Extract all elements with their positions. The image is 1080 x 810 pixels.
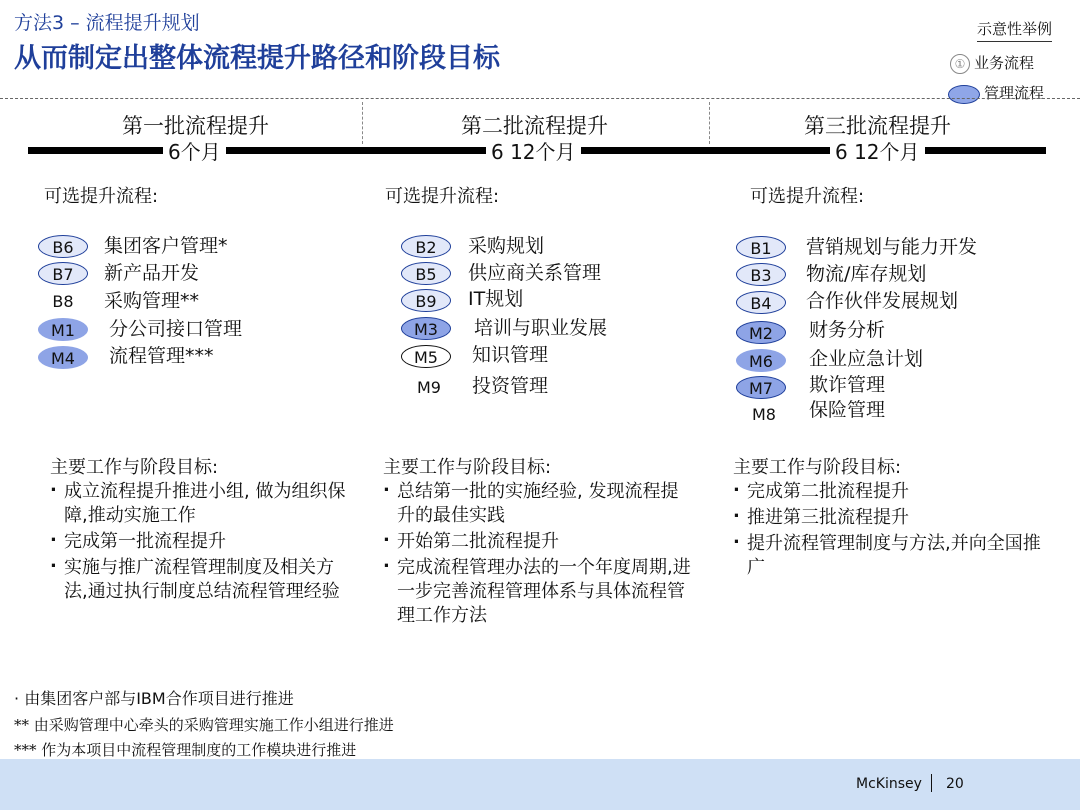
- phase-divider-2: [709, 102, 710, 144]
- legend-business-label: 业务流程: [974, 54, 1035, 72]
- footnote-1: [14, 686, 294, 709]
- phase-3-duration: 6 12个月: [830, 140, 925, 164]
- list-item: . 提升流程管理制度与方法,并向全国推广: [731, 532, 1041, 580]
- legend-management: [948, 82, 1044, 104]
- phase-3-optional-label: 可选提升流程:: [750, 186, 865, 207]
- footer-separator: [931, 774, 932, 792]
- footnote-1-mark: ·: [14, 689, 20, 708]
- footnote-2: ** 由采购管理中心牵头的采购管理实施工作小组进行推进: [14, 716, 394, 734]
- phase-1-duration: 6个月: [163, 140, 226, 164]
- process-badge: M5: [401, 345, 451, 368]
- management-process-icon: [948, 85, 980, 104]
- process-name: 欺诈管理: [809, 374, 886, 396]
- phase-2-work-title: 主要工作与阶段目标:: [383, 457, 552, 478]
- phase-1-title: 第一批流程提升: [122, 114, 269, 138]
- phase-1-work-list: [48, 480, 353, 606]
- phase-2-work-list: [381, 480, 691, 630]
- process-name: 保险管理: [809, 399, 886, 421]
- page-subtitle: 方法3 – 流程提升规划: [14, 12, 200, 34]
- process-badge: B8: [52, 292, 74, 311]
- process-name: 投资管理: [472, 375, 549, 397]
- process-badge: B7: [38, 262, 88, 285]
- process-badge: B1: [736, 236, 786, 259]
- list-item: . 成立流程提升推进小组, 做为组织保障,推动实施工作: [48, 480, 353, 528]
- process-name: 采购规划: [468, 235, 545, 257]
- phase-3-work-list: [731, 480, 1041, 582]
- process-name: 合作伙伴发展规划: [806, 290, 959, 312]
- phase-3-work-title: 主要工作与阶段目标:: [733, 457, 902, 478]
- phase-divider-1: [362, 102, 363, 144]
- header-divider: [0, 98, 1080, 99]
- phase-2-title: 第二批流程提升: [461, 114, 608, 138]
- brand-label: McKinsey: [856, 776, 922, 792]
- process-name: 供应商关系管理: [468, 262, 602, 284]
- process-badge: M1: [38, 318, 88, 341]
- illustrative-label: 示意性举例: [977, 18, 1052, 42]
- phase-1-optional-label: 可选提升流程:: [44, 186, 159, 207]
- process-badge: B5: [401, 262, 451, 285]
- process-badge: M2: [736, 321, 786, 344]
- process-badge: B2: [401, 235, 451, 258]
- phase-2-optional-label: 可选提升流程:: [385, 186, 500, 207]
- process-badge: M3: [401, 317, 451, 340]
- process-name: 新产品开发: [104, 262, 200, 284]
- process-badge: M4: [38, 346, 88, 369]
- process-name: 集团客户管理*: [104, 235, 228, 257]
- process-name: 财务分析: [809, 319, 886, 341]
- phase-3-title: 第三批流程提升: [804, 114, 951, 138]
- list-item: . 完成第二批流程提升: [731, 480, 1041, 504]
- process-badge: B6: [38, 235, 88, 258]
- process-badge: M7: [736, 376, 786, 399]
- phase-2-duration: 6 12个月: [486, 140, 581, 164]
- page-title: 从而制定出整体流程提升路径和阶段目标: [14, 43, 500, 74]
- phase-1-work-title: 主要工作与阶段目标:: [50, 457, 219, 478]
- footnote-3: *** 作为本项目中流程管理制度的工作模块进行推进: [14, 741, 357, 759]
- list-item: . 推进第三批流程提升: [731, 506, 1041, 530]
- list-item: . 完成流程管理办法的一个年度周期,进一步完善流程管理体系与具体流程管理工作方法: [381, 556, 691, 628]
- footnote-1-text: 由集团客户部与IBM合作项目进行推进: [24, 689, 294, 708]
- process-name: 企业应急计划: [809, 348, 924, 370]
- list-item: . 实施与推广流程管理制度及相关方法,通过执行制度总结流程管理经验: [48, 556, 353, 604]
- process-badge: B3: [736, 263, 786, 286]
- process-name: 物流/库存规划: [806, 263, 927, 285]
- list-item: . 总结第一批的实施经验, 发现流程提升的最佳实践: [381, 480, 691, 528]
- legend-business: [950, 52, 1034, 74]
- list-item: . 完成第一批流程提升: [48, 530, 353, 554]
- process-badge: M8: [752, 405, 776, 424]
- process-name: 采购管理**: [104, 290, 200, 312]
- process-name: 知识管理: [472, 344, 549, 366]
- list-item: . 开始第二批流程提升: [381, 530, 691, 554]
- process-name: 流程管理***: [109, 345, 214, 367]
- page-number: 20: [946, 776, 964, 792]
- process-name: IT规划: [468, 288, 524, 310]
- process-badge: B4: [736, 291, 786, 314]
- process-name: 营销规划与能力开发: [806, 236, 978, 258]
- process-badge: M6: [736, 349, 786, 372]
- process-name: 分公司接口管理: [109, 318, 243, 340]
- process-name: 培训与职业发展: [474, 317, 608, 339]
- process-badge: B9: [401, 289, 451, 312]
- business-process-icon: ①: [950, 54, 970, 74]
- legend-management-label: 管理流程: [984, 84, 1045, 102]
- process-badge: M9: [417, 378, 441, 397]
